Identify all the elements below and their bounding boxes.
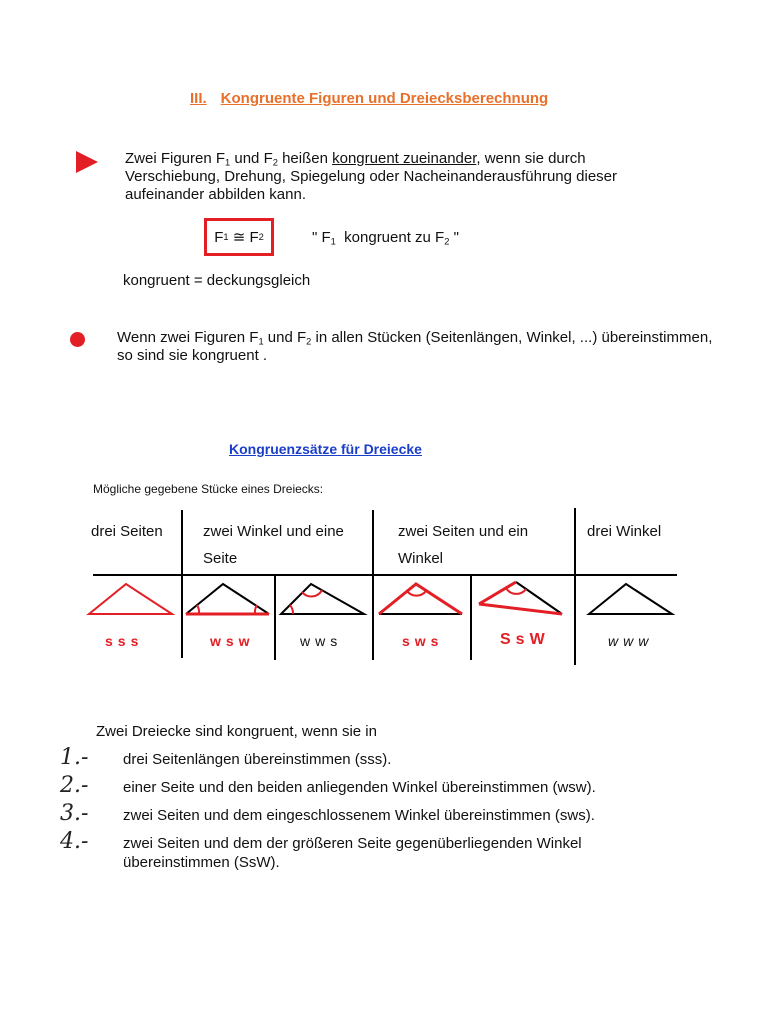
triangle-sss-diagram [86,580,176,618]
table-divider [470,575,472,660]
list-number: 1.- [60,745,89,770]
congruence-formula-box: F 1 ≅ F 2 [204,218,274,256]
list-number: 4.- [60,829,89,854]
triangle-wws-diagram [278,580,368,618]
triangle-ssw-diagram [476,578,566,620]
subtitle-kongruenzsaetze: Kongruenzsätze für Dreiecke [229,441,422,457]
definition-paragraph: Zwei Figuren $F_1$ und $F_2$ heißen kongruent zueinander, wenn sie durch Verschiebung, Drehung, Spiegelung oder Nacheinanderausführung dieser aufeinander abbilden kann. [125,150,618,203]
red-dot-bullet-icon [70,332,85,347]
list-item: zwei Seiten und dem der größeren Seite gegenüberliegenden Winkel übereinstimmen (SsW). [123,835,582,871]
congruence-caption: " $F_1$ kongruent zu $F_2$ " [312,229,459,247]
list-number: 3.- [60,801,89,826]
triangle-sws-diagram [376,580,466,618]
abbr-ssw: SsW [500,631,550,648]
abbr-sss: sss [105,633,144,649]
theorem-intro: Zwei Dreiecke sind kongruent, wenn sie in [96,723,377,740]
deckungsgleich-note: kongruent = deckungsgleich [123,272,311,289]
table-divider [574,508,576,665]
list-item: zwei Seiten und dem eingeschlossenem Winkel übereinstimmen (sws). [123,807,595,824]
abbr-wsw: wsw [210,633,255,649]
table-rule [93,574,677,576]
triangle-wsw-diagram [183,580,273,618]
list-number: 2.- [60,773,89,798]
header-drei-seiten: drei Seiten [91,523,163,540]
abbr-sws: sws [402,633,444,649]
header-zwei-winkel-eine-seite: zwei Winkel und eine Seite [203,523,344,567]
triangle-www-diagram [586,580,676,618]
possible-parts-label: Mögliche gegebene Stücke eines Dreiecks: [93,482,324,496]
header-drei-winkel: drei Winkel [587,523,662,540]
table-divider [372,510,374,660]
section-title: III. Kongruente Figuren und Dreiecksberechnung [190,90,549,107]
triangle-bullet-icon [76,151,98,173]
statement-paragraph: Wenn zwei Figuren $F_1$ und $F_2$ in allen Stücken (Seitenlängen, Winkel, ...) übereinstimmen, so sind sie kongruent . [117,329,713,364]
list-item: einer Seite und den beiden anliegenden Winkel übereinstimmen (wsw). [123,779,596,796]
underlined-term: kongruent zueinander [332,150,477,167]
list-item: drei Seitenlängen übereinstimmen (sss). [123,751,392,768]
header-zwei-seiten-ein-winkel: zwei Seiten und ein Winkel [398,523,529,567]
abbr-wws: wws [300,633,343,649]
abbr-www: www [608,633,654,649]
table-divider [274,575,276,660]
